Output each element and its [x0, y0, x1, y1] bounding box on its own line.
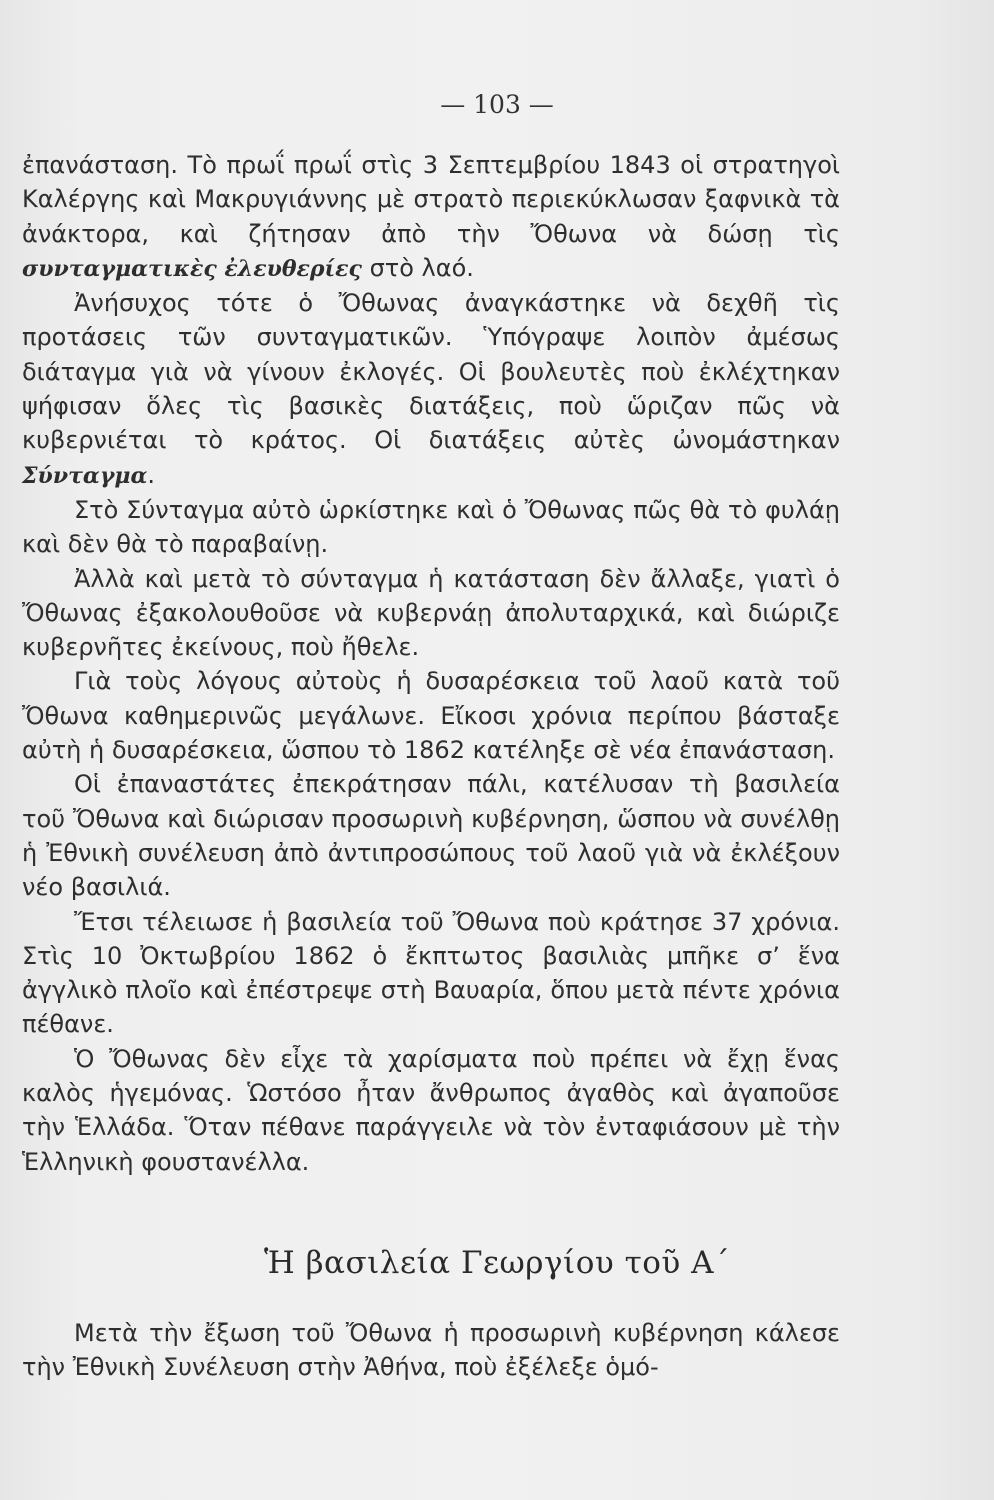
paragraph-7: Ἔτσι τέλειωσε ἡ βασιλεία τοῦ Ὄθωνα ποὺ κράτησε 37 χρόνια. Στὶς 10 Ὀκτωβρίου 1862 ὁ ἔκπτωτος βασιλιὰς μπῆκε σ’ ἕνα ἀγγλικὸ πλοῖο καὶ ἐπέστρεψε στὴ Βαυαρία, ὅπου μετὰ πέντε χρόνια πέθανε.: [22, 907, 840, 1039]
paragraph-8: Ὁ Ὄθωνας δὲν εἶχε τὰ χαρίσματα ποὺ πρέπει νὰ ἔχῃ ἕνας καλὸς ἡγεμόνας. Ὡστόσο ἦταν ἄνθρωπος ἀγαθὸς καὶ ἀγαποῦσε τὴν Ἑλλάδα. Ὅταν πέθανε παράγγειλε νὰ τὸν ἐνταφιάσουν μὲ τὴν Ἑλληνικὴ φουστανέλλα.: [22, 1044, 840, 1176]
main-text: [22, 148, 840, 1179]
paragraph-6: Οἱ ἐπαναστάτες ἐπεκράτησαν πάλι, κατέλυσαν τὴ βασιλεία τοῦ Ὄθωνα καὶ διώρισαν προσωρινὴ κυβέρνηση, ὥσπου νὰ συνέλθῃ ἡ Ἐθνικὴ συνέλευση ἀπὸ ἀντιπροσώπους τοῦ λαοῦ γιὰ νὰ ἐκλέξουν νέο βασιλιά.: [22, 770, 840, 902]
paragraph-5: Γιὰ τοὺς λόγους αὐτοὺς ἡ δυσαρέσκεια τοῦ λαοῦ κατὰ τοῦ Ὄθωνα καθημερινῶς μεγάλωνε. Εἴκοσι χρόνια περίπου βάσταξε αὐτὴ ἡ δυσαρέσκεια, ὥσπου τὸ 1862 κατέληξε σὲ νέα ἐπανάσταση.: [22, 667, 840, 765]
paragraph-3: Στὸ Σύνταγμα αὐτὸ ὡρκίστηκε καὶ ὁ Ὄθωνας πῶς θὰ τὸ φυλάῃ καὶ δὲν θὰ τὸ παραβαίνῃ.: [22, 495, 840, 559]
paragraph-1-end: στὸ λαό.: [361, 253, 474, 282]
paragraph-4: Ἀλλὰ καὶ μετὰ τὸ σύνταγμα ἡ κατάσταση δὲν ἄλλαξε, γιατὶ ὁ Ὄθωνας ἐξακολουθοῦσε νὰ κυβερνάῃ ἀπολυταρχικά, καὶ διώριζε κυβερνῆτες ἐκείνους, ποὺ ἤθελε.: [22, 564, 840, 662]
paragraph-2-emphasis: Σύνταγμα: [22, 462, 148, 489]
paragraph-1: [22, 148, 840, 286]
paragraph-2-text: Ἀνήσυχος τότε ὁ Ὄθωνας ἀναγκάστηκε νὰ δεχθῆ τὶς προτάσεις τῶν συνταγματικῶν. Ὑπόγραψε λοιπὸν ἀμέσως διάταγμα γιὰ νὰ γίνουν ἐκλογές. Οἱ βουλευτὲς ποὺ ἐκλέχτηκαν ψήφισαν ὅλες τὶς βασικὲς διατάξεις, ποὺ ὥριζαν πῶς νὰ κυβερνιέται τὸ κράτος. Οἱ διατάξεις αὐτὲς ὠνομάστηκαν: [22, 289, 840, 455]
paragraph-1-text: ἐπανάσταση. Τὸ πρωΐ πρωΐ στὶς 3 Σεπτεμβρίου 1843 οἱ στρατηγοὶ Καλέργης καὶ Μακρυγιάννης μὲ στρατὸ περιεκύκλωσαν ξαφνικὰ τὰ ἀνάκτορα, καὶ ζήτησαν ἀπὸ τὴν Ὄθωνα νὰ δώσῃ τὶς: [22, 151, 840, 248]
paragraph-2-end: .: [147, 460, 156, 489]
paragraph-2: [22, 286, 840, 493]
section-paragraph-1: Μετὰ τὴν ἔξωση τοῦ Ὄθωνα ἡ προσωρινὴ κυβέρνηση κάλεσε τὴν Ἐθνικὴ Συνέλευση στὴν Ἀθήνα, ποὺ ἐξέλεξε ὁμό-: [22, 1319, 840, 1382]
page-number: — 103 —: [440, 90, 554, 119]
paragraph-1-emphasis: συνταγματικὲς ἐλευθερίες: [22, 255, 362, 282]
section-heading: Ἡ βασιλεία Γεωργίου τοῦ Α΄: [264, 1245, 730, 1281]
section-text: [22, 1316, 840, 1385]
